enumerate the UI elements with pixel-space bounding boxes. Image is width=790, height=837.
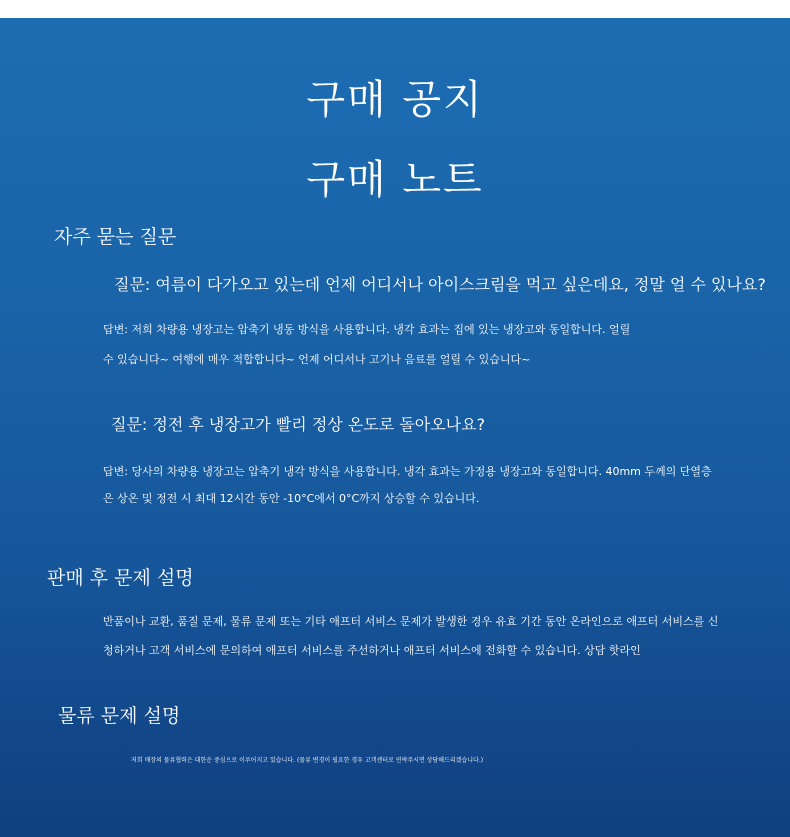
faq-answer-1-line-1: 답변: 저희 차량용 냉장고는 압축기 냉동 방식을 사용합니다. 냉각 효과는 집에 있는 냉장고와 동일합니다. 얼릴: [103, 323, 631, 336]
faq-answer-2-line-2: 은 상온 및 정전 시 최대 12시간 동안 -10°C에서 0°C까지 상승할 수 있습니다.: [103, 492, 480, 505]
faq-answer-2-line-1: 답변: 당사의 차량용 냉장고는 압축기 냉각 방식을 사용합니다. 냉각 효과는 가정용 냉장고와 동일합니다. 40mm 두께의 단열층: [103, 465, 712, 478]
logistics-heading: 물류 문제 설명: [58, 705, 181, 727]
page-subtitle: 구매 노트: [306, 157, 484, 203]
faq-answer-1-line-2: 수 있습니다~ 여행에 매우 적합합니다~ 언제 어디서나 고기나 음료를 얼릴 수 있습니다~: [103, 353, 531, 366]
faq-question-2: 질문: 정전 후 냉장고가 빨리 정상 온도로 돌아오나요?: [111, 415, 486, 434]
after-sales-line-1: 반품이나 교환, 품질 문제, 물류 문제 또는 기타 애프터 서비스 문제가 발생한 경우 유효 기간 동안 온라인으로 애프터 서비스를 신: [103, 615, 719, 628]
purchase-notice-poster: [0, 18, 790, 837]
logistics-text: 저희 매장의 물류협력은 대한운 중심으로 이루어지고 있습니다. (물류 변경이 필요한 경우 고객센터로 연락주시면 상담해드리겠습니다.): [131, 757, 484, 764]
after-sales-heading: 판매 후 문제 설명: [47, 567, 194, 589]
after-sales-line-2: 청하거나 고객 서비스에 문의하여 애프터 서비스를 주선하거나 애프터 서비스에 전화할 수 있습니다. 상담 핫라인: [103, 644, 641, 657]
faq-question-1: 질문: 여름이 다가오고 있는데 언제 어디서나 아이스크림을 먹고 싶은데요, 정말 얼 수 있나요?: [114, 275, 766, 294]
page-title: 구매 공지: [306, 77, 484, 123]
faq-heading: 자주 묻는 질문: [54, 226, 177, 248]
